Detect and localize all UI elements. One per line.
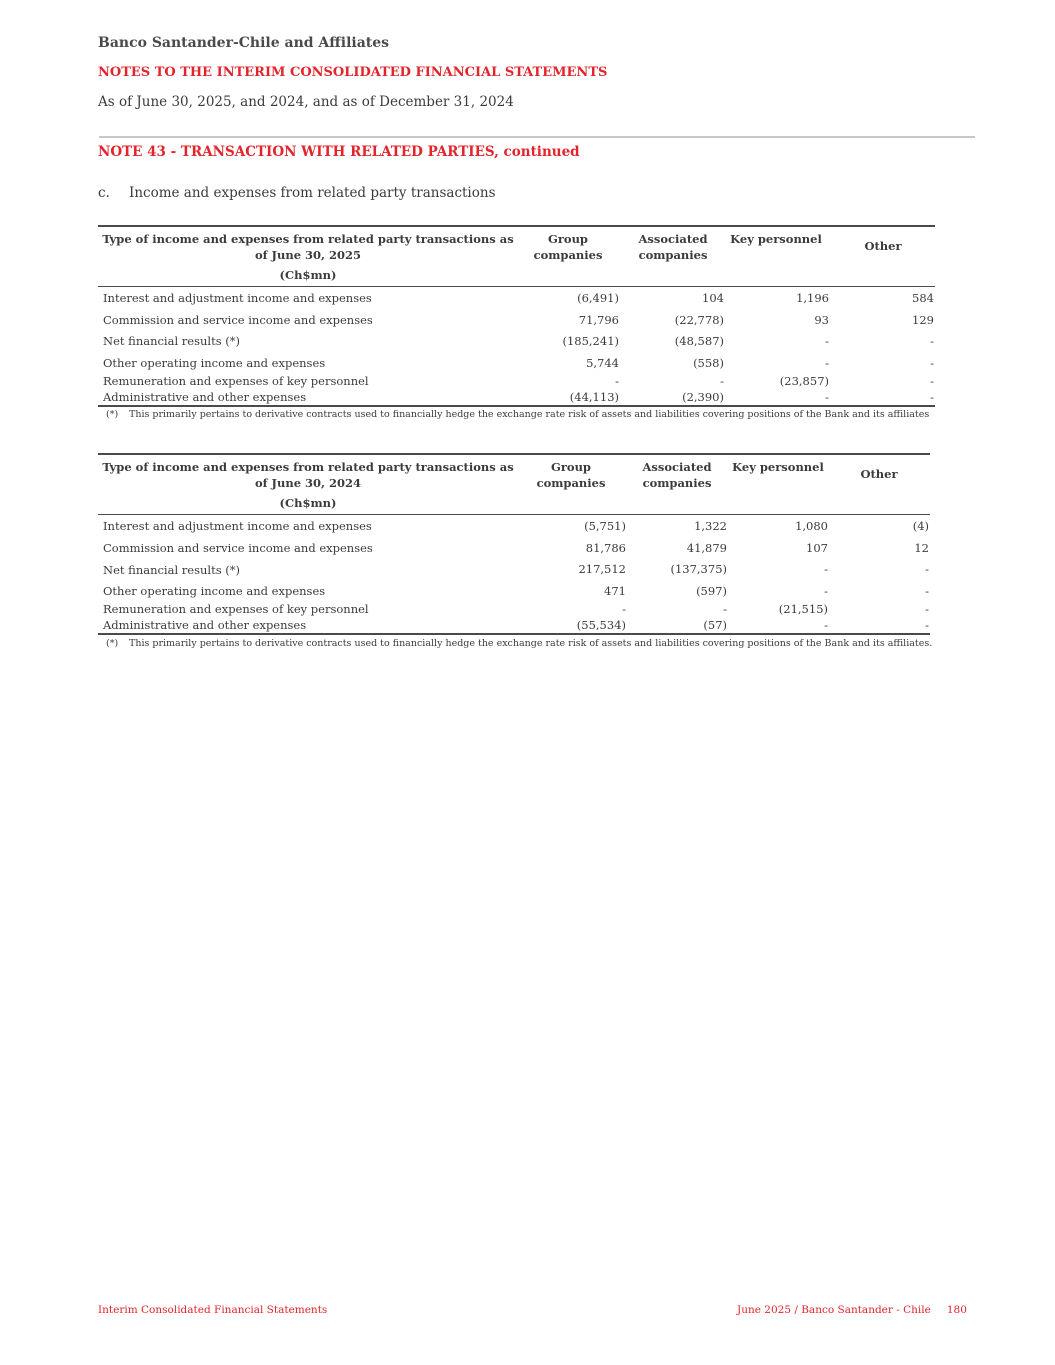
cell-associated: (22,778): [674, 313, 724, 327]
cell-associated: -: [723, 602, 727, 616]
section-heading: [98, 185, 496, 201]
note-title: NOTE 43 - TRANSACTION WITH RELATED PARTIES, continued: [98, 144, 580, 160]
cell-key-personnel: -: [825, 334, 829, 348]
cell-other: -: [930, 390, 934, 404]
footnote-text: This primarily pertains to derivative contracts used to financially hedge the exchange rate risk of assets and liabilities covering positions of the Bank and its affiliates: [129, 409, 930, 420]
cell-key-personnel: (23,857): [779, 374, 829, 388]
cell-associated: (137,375): [670, 562, 727, 576]
cell-other: 584: [912, 291, 934, 305]
cell-group: (5,751): [584, 519, 626, 533]
cell-group: 217,512: [578, 562, 626, 576]
header-unit: (Ch$mn): [279, 268, 337, 282]
row-label: Other operating income and expenses: [103, 584, 326, 598]
cell-group: (6,491): [577, 291, 619, 305]
cell-key-personnel: 1,196: [796, 291, 829, 305]
header-associated-companies: Associated companies: [638, 232, 708, 262]
table-bottom-rule: [98, 405, 935, 407]
row-label: Remuneration and expenses of key personnel: [103, 374, 369, 388]
table-top-rule: [98, 225, 935, 227]
as-of-date: As of June 30, 2025, and 2024, and as of December 31, 2024: [98, 94, 514, 110]
row-label: Remuneration and expenses of key personnel: [103, 602, 369, 616]
table-top-rule: [98, 453, 930, 455]
cell-group: 71,796: [578, 313, 619, 327]
cell-group: (44,113): [569, 390, 619, 404]
row-label: Interest and adjustment income and expenses: [103, 291, 372, 305]
footer-source: [737, 1304, 967, 1316]
footnote-mark: (*): [106, 409, 119, 420]
cell-associated: -: [720, 374, 724, 388]
related-party-table-2024: [98, 453, 930, 638]
header-key-personnel: Key personnel: [730, 232, 822, 246]
header-unit: (Ch$mn): [279, 496, 337, 510]
footer-date-bank: June 2025 / Banco Santander - Chile: [737, 1304, 931, 1316]
cell-key-personnel: (21,515): [778, 602, 828, 616]
cell-other: -: [925, 602, 929, 616]
row-label: Other operating income and expenses: [103, 356, 326, 370]
footnote: [106, 408, 957, 422]
cell-other: (4): [912, 519, 929, 533]
related-party-table-2025: [98, 225, 935, 410]
cell-other: -: [930, 374, 934, 388]
footnote-mark: (*): [106, 638, 119, 649]
cell-associated: 1,322: [694, 519, 727, 533]
cell-other: -: [930, 356, 934, 370]
cell-group: 81,786: [585, 541, 626, 555]
row-label: Interest and adjustment income and expenses: [103, 519, 372, 533]
row-label: Commission and service income and expenses: [103, 313, 373, 327]
cell-group: -: [615, 374, 619, 388]
header-other: Other: [860, 467, 898, 481]
cell-other: 12: [914, 541, 929, 555]
cell-key-personnel: 1,080: [795, 519, 828, 533]
cell-associated: 41,879: [686, 541, 727, 555]
cell-associated: 104: [702, 291, 724, 305]
cell-key-personnel: -: [825, 390, 829, 404]
row-label: Net financial results (*): [103, 334, 240, 348]
row-label: Commission and service income and expenses: [103, 541, 373, 555]
cell-group: (185,241): [562, 334, 619, 348]
table-bottom-rule: [98, 633, 930, 635]
cell-other: 129: [912, 313, 934, 327]
notes-title: NOTES TO THE INTERIM CONSOLIDATED FINANCIAL STATEMENTS: [98, 65, 608, 80]
row-label: Administrative and other expenses: [103, 618, 307, 632]
cell-group: -: [622, 602, 626, 616]
header-key-personnel: Key personnel: [732, 460, 824, 474]
section-letter: c.: [98, 185, 110, 201]
cell-key-personnel: -: [824, 618, 828, 632]
header-type: Type of income and expenses from related party transactions as of June 30, 2024 (Ch$mn): [98, 459, 518, 511]
cell-other: -: [925, 584, 929, 598]
header-associated-companies: Associated companies: [642, 460, 712, 490]
header-group-companies: Group companies: [536, 460, 606, 490]
cell-key-personnel: -: [824, 562, 828, 576]
cell-group: (55,534): [576, 618, 626, 632]
cell-associated: (597): [696, 584, 727, 598]
cell-associated: (57): [703, 618, 727, 632]
header-group-companies: Group companies: [533, 232, 603, 262]
cell-key-personnel: -: [825, 356, 829, 370]
cell-other: -: [930, 334, 934, 348]
page-number: 180: [946, 1304, 967, 1316]
cell-other: -: [925, 562, 929, 576]
row-label: Administrative and other expenses: [103, 390, 307, 404]
header-bottom-rule: [98, 286, 935, 287]
footnote: [106, 637, 957, 651]
row-label: Net financial results (*): [103, 563, 240, 577]
cell-associated: (2,390): [682, 390, 724, 404]
cell-group: 5,744: [586, 356, 619, 370]
footnote-text: This primarily pertains to derivative contracts used to financially hedge the exchange rate risk of assets and liabilities covering positions of the Bank and its affiliates.: [129, 638, 933, 649]
header-divider: [99, 136, 975, 138]
header-other: Other: [864, 239, 902, 253]
footer-document-title: Interim Consolidated Financial Statements: [98, 1304, 328, 1316]
cell-associated: (48,587): [674, 334, 724, 348]
header-type: Type of income and expenses from related party transactions as of June 30, 2025 (Ch$mn): [98, 231, 518, 283]
cell-key-personnel: -: [824, 584, 828, 598]
header-bottom-rule: [98, 514, 930, 515]
cell-other: -: [925, 618, 929, 632]
cell-associated: (558): [693, 356, 724, 370]
cell-group: 471: [604, 584, 626, 598]
company-name: Banco Santander-Chile and Affiliates: [98, 35, 390, 51]
cell-key-personnel: 107: [806, 541, 828, 555]
section-title: Income and expenses from related party transactions: [129, 185, 496, 201]
cell-key-personnel: 93: [814, 313, 829, 327]
